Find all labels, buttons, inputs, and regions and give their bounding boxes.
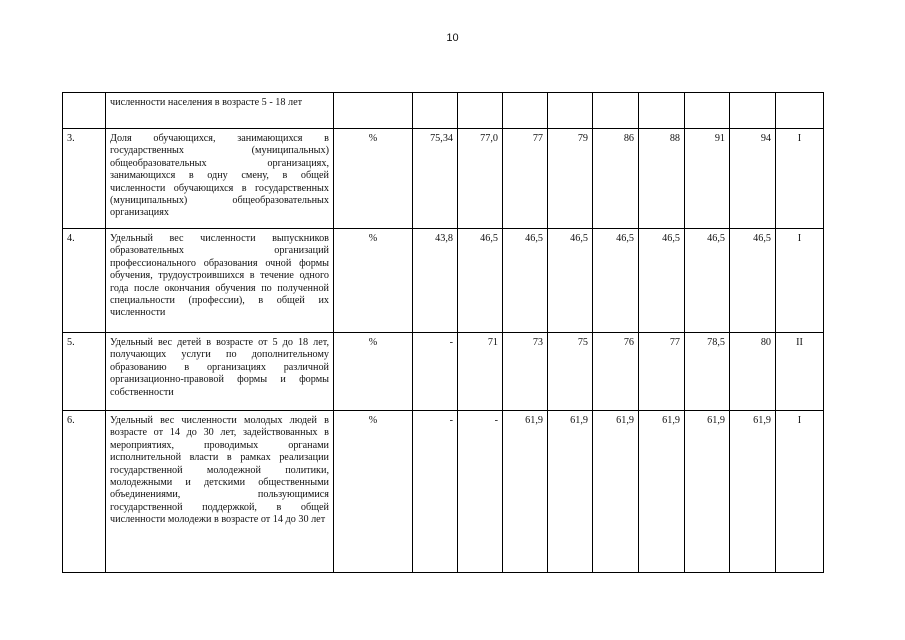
row-number-cell [63,93,106,129]
value-cell: 75 [548,333,593,411]
unit-cell: % [334,411,413,573]
value-cell: 80 [730,333,776,411]
table-row [63,411,824,573]
value-cell: - [413,333,458,411]
value-cell: 43,8 [413,229,458,333]
indicator-name-cell: Удельный вес детей в возрасте от 5 до 18 лет, получающих услуги по дополнительному образованию в организациях различной организационно-правовой формы и формы собственности [106,333,334,411]
value-cell: 77 [503,129,548,229]
value-cell [730,93,776,129]
indicators-table [62,92,824,573]
value-cell: 71 [458,333,503,411]
value-cell: 77,0 [458,129,503,229]
value-cell [413,93,458,129]
indicator-name-cell: Удельный вес численности выпускников образовательных организаций профессионального образования очной формы обучения, трудоустроившихся в течение одного года после окончания обучения по полученной специальности (профессии), в общей их численности [106,229,334,333]
value-cell: - [458,411,503,573]
value-cell [685,93,730,129]
category-cell [776,93,824,129]
value-cell: 86 [593,129,639,229]
value-cell: 61,9 [730,411,776,573]
value-cell [639,93,685,129]
row-number-cell: 6. [63,411,106,573]
unit-cell: % [334,229,413,333]
unit-cell: % [334,129,413,229]
value-cell: 76 [593,333,639,411]
value-cell: 78,5 [685,333,730,411]
category-cell: II [776,333,824,411]
value-cell: 46,5 [593,229,639,333]
value-cell: 46,5 [639,229,685,333]
category-cell: I [776,129,824,229]
page-number: 10 [446,32,459,44]
value-cell: 75,34 [413,129,458,229]
value-cell [503,93,548,129]
indicator-name-cell: Доля обучающихся, занимающихся в государственных (муниципальных) общеобразовательных организациях, занимающихся в одну смену, в общей численности обучающихся в государственных (муниципальных) общеобразовательных организациях [106,129,334,229]
value-cell [548,93,593,129]
value-cell: 46,5 [458,229,503,333]
table-row [63,229,824,333]
value-cell: 79 [548,129,593,229]
row-number-cell: 5. [63,333,106,411]
row-number-cell: 3. [63,129,106,229]
value-cell: 61,9 [685,411,730,573]
value-cell: 61,9 [639,411,685,573]
category-cell: I [776,229,824,333]
unit-cell: % [334,333,413,411]
value-cell: 46,5 [730,229,776,333]
value-cell [593,93,639,129]
value-cell: 61,9 [548,411,593,573]
indicator-name-cell: Удельный вес численности молодых людей в возрасте от 14 до 30 лет, задействованных в мероприятиях, проводимых органами исполнительной власти в рамках реализации государственной молодежной политики, молодежными и детскими общественными объединениями, пользующимися государственной поддержкой, в общей численности молодежи в возрасте от 14 до 30 лет [106,411,334,573]
value-cell [458,93,503,129]
table-row [63,93,824,129]
value-cell: 46,5 [503,229,548,333]
value-cell: 94 [730,129,776,229]
value-cell: 61,9 [593,411,639,573]
value-cell: 46,5 [685,229,730,333]
value-cell: 73 [503,333,548,411]
indicator-name-cell: численности населения в возрасте 5 - 18 лет [106,93,334,129]
unit-cell [334,93,413,129]
table-row [63,333,824,411]
value-cell: 88 [639,129,685,229]
table-row [63,129,824,229]
value-cell: 61,9 [503,411,548,573]
value-cell: - [413,411,458,573]
value-cell: 46,5 [548,229,593,333]
value-cell: 77 [639,333,685,411]
row-number-cell: 4. [63,229,106,333]
category-cell: I [776,411,824,573]
value-cell: 91 [685,129,730,229]
